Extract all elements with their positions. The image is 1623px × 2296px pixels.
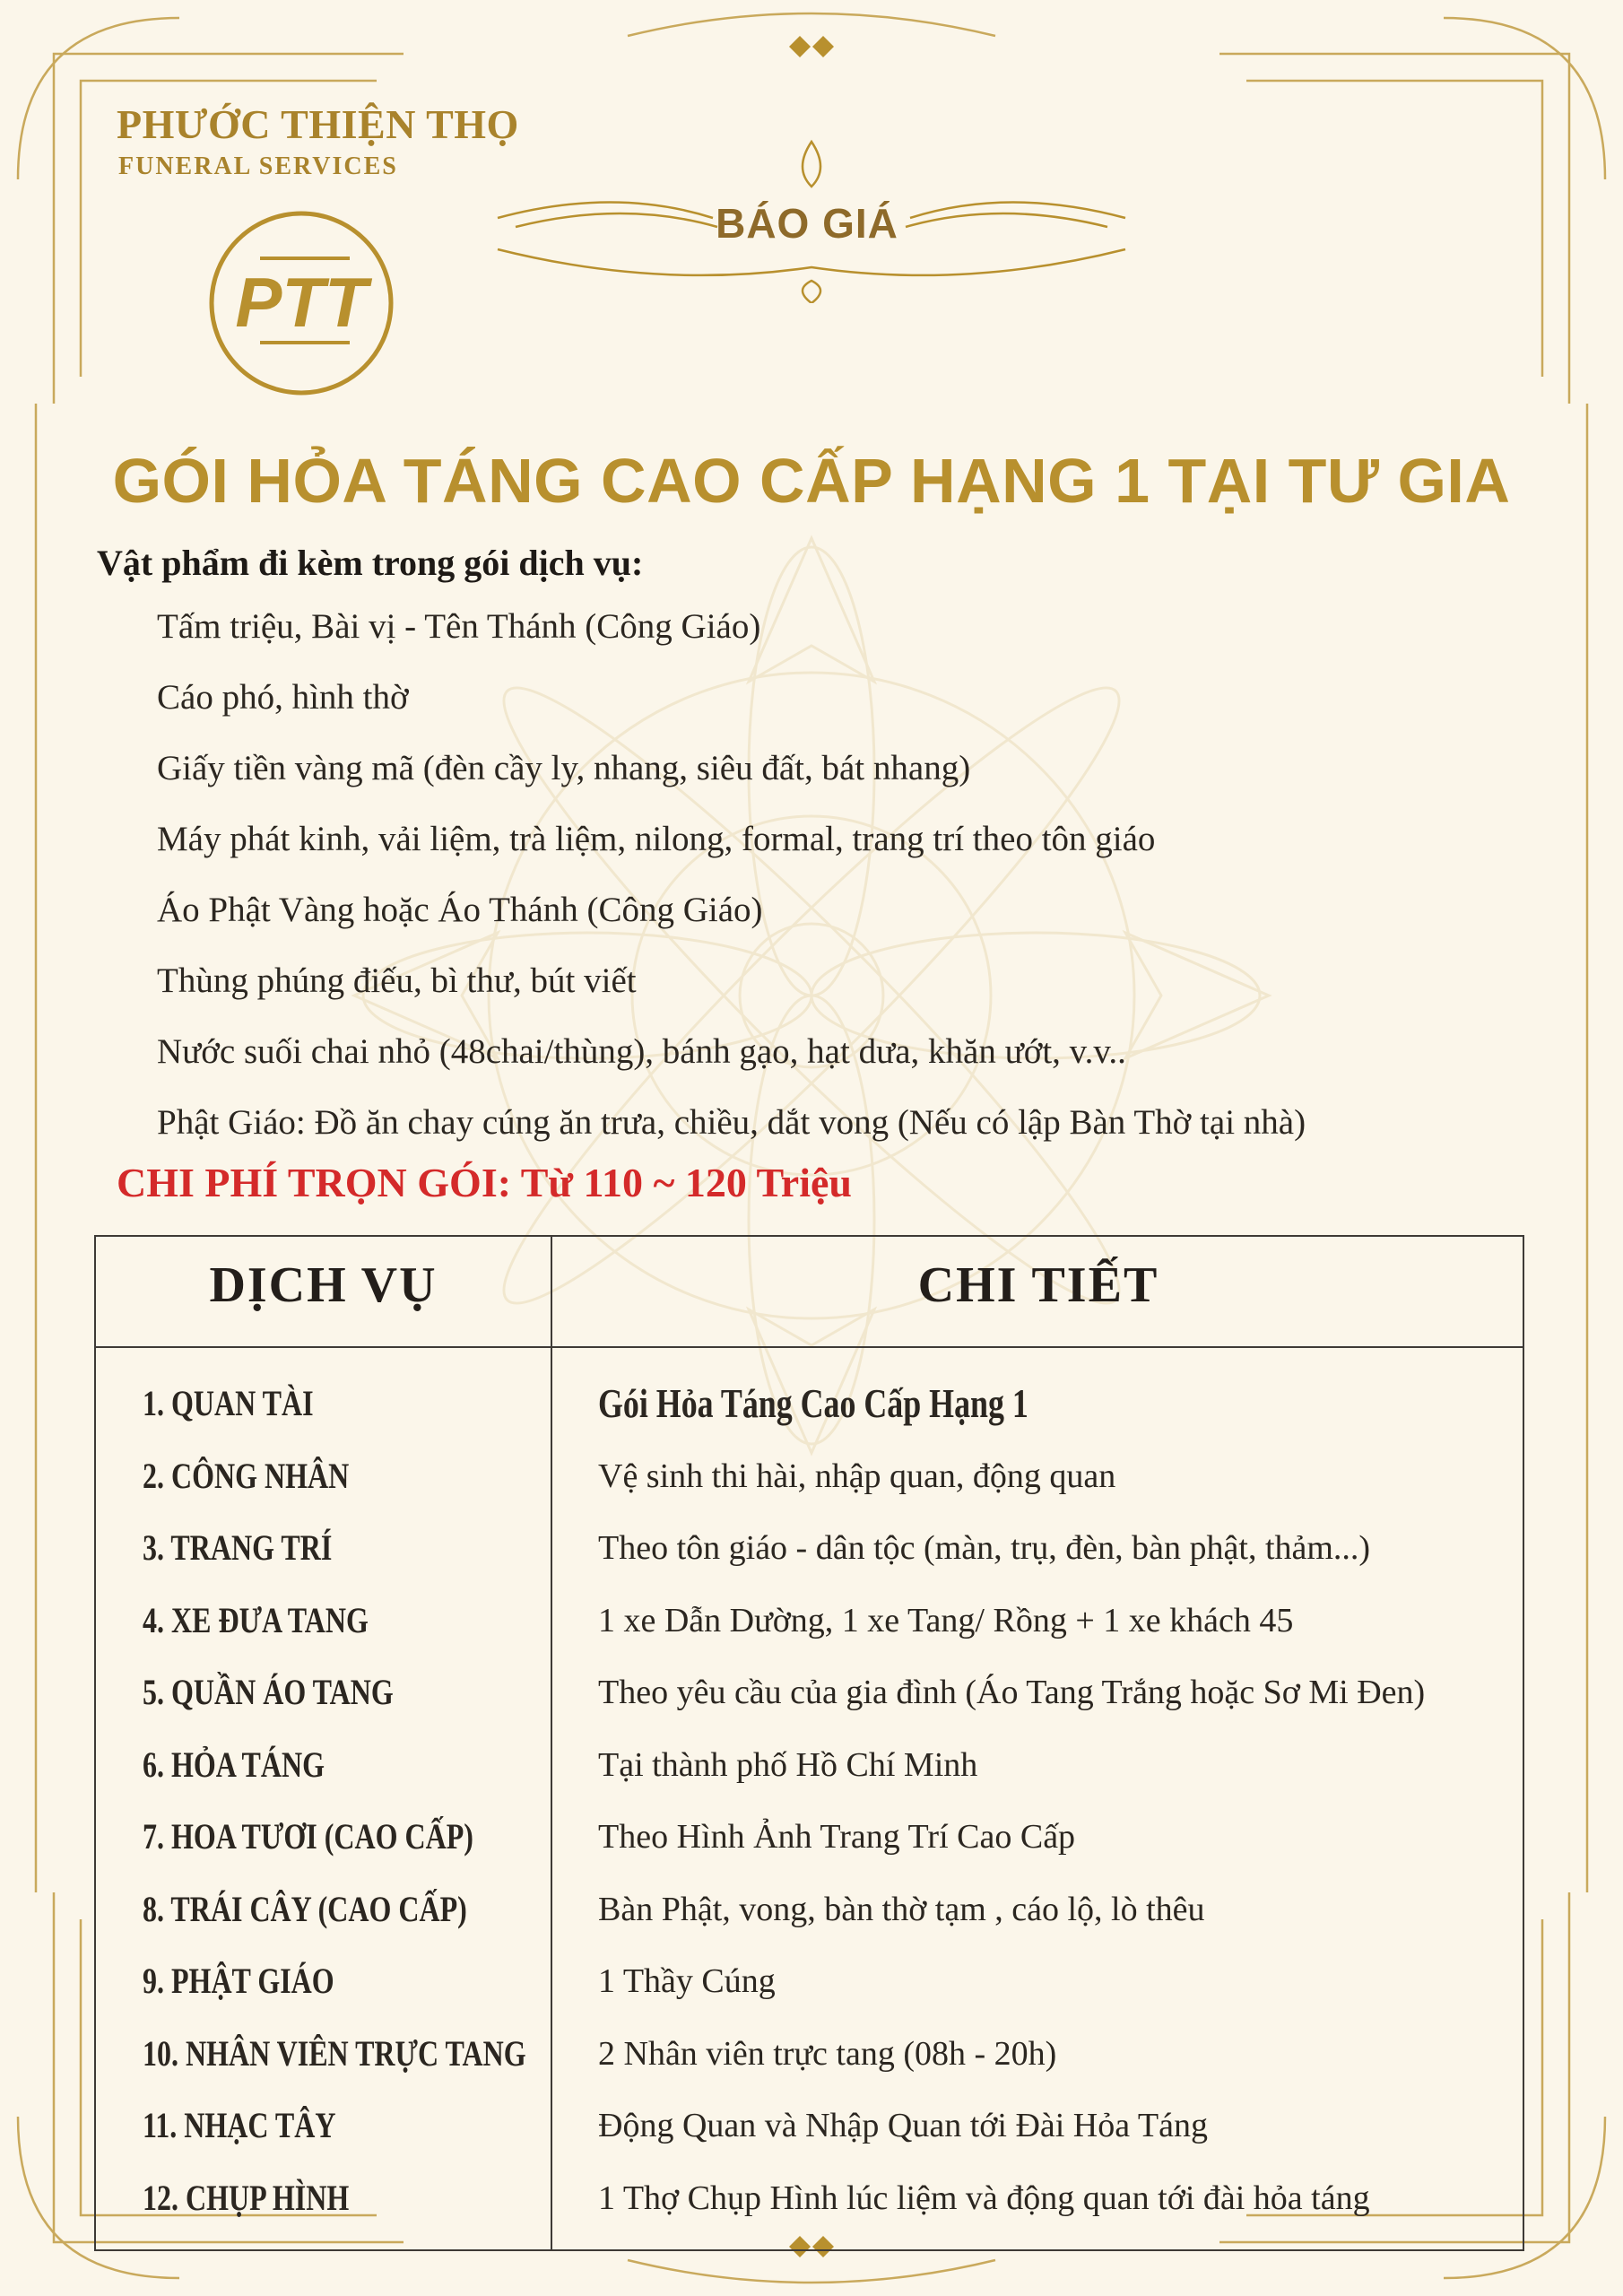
detail-cell: Tại thành phố Hồ Chí Minh: [598, 1745, 978, 1784]
table-row: [96, 2018, 1523, 2091]
service-cell: 3. TRANG TRÍ: [143, 1527, 333, 1568]
detail-cell: 1 Thầy Cúng: [598, 1962, 776, 2000]
detail-cell: Theo yêu cầu của gia đình (Áo Tang Trắng hoặc Sơ Mi Đen): [598, 1674, 1426, 1711]
detail-cell: 2 Nhân viên trực tang (08h - 20h): [598, 2034, 1057, 2073]
service-cell: 6. HỎA TÁNG: [143, 1744, 325, 1785]
document-heading: BÁO GIÁ: [716, 200, 898, 247]
service-cell: 5. QUẦN ÁO TANG: [143, 1672, 394, 1712]
table-row: [96, 1368, 1523, 1440]
detail-cell: Theo Hình Ảnh Trang Trí Cao Cấp: [598, 1818, 1076, 1856]
included-item: Cáo phó, hình thờ: [157, 678, 409, 717]
table-row: [96, 1874, 1523, 1946]
service-cell: 2. CÔNG NHÂN: [143, 1455, 350, 1496]
included-items-heading: Vật phẩm đi kèm trong gói dịch vụ:: [97, 543, 644, 583]
table-row: [96, 1801, 1523, 1874]
brand-name: PHƯỚC THIỆN THỌ: [117, 101, 519, 147]
included-items-list: [157, 594, 1306, 1161]
table-row: [96, 1729, 1523, 1802]
included-item: Giấy tiền vàng mã (đèn cầy ly, nhang, siêu đất, bát nhang): [157, 749, 971, 787]
included-item: Thùng phúng điếu, bì thư, bút viết: [157, 961, 637, 1000]
service-cell: 11. NHẠC TÂY: [143, 2105, 336, 2145]
service-cell: 7. HOA TƯƠI (CAO CẤP): [143, 1816, 473, 1857]
table-row: [96, 1440, 1523, 1513]
service-cell: 8. TRÁI CÂY (CAO CẤP): [143, 1888, 467, 1929]
table-header-detail: CHI TIẾT: [917, 1257, 1159, 1313]
detail-cell: Vệ sinh thi hài, nhập quan, động quan: [598, 1457, 1116, 1495]
table-row: [96, 2162, 1523, 2235]
service-cell: 4. XE ĐƯA TANG: [143, 1599, 369, 1640]
total-price: CHI PHÍ TRỌN GÓI: Từ 110 ~ 120 Triệu: [117, 1160, 853, 1205]
company-logo: [206, 208, 396, 398]
table-body: [96, 1368, 1523, 2234]
detail-cell: 1 xe Dẫn Dường, 1 xe Tang/ Rồng + 1 xe khách 45: [598, 1601, 1294, 1639]
detail-cell: Bàn Phật, vong, bàn thờ tạm , cáo lộ, lò thêu: [598, 1890, 1205, 1928]
package-title: GÓI HỎA TÁNG CAO CẤP HẠNG 1 TẠI TƯ GIA: [112, 446, 1511, 516]
included-item: Phật Giáo: Đồ ăn chay cúng ăn trưa, chiều, dắt vong (Nếu có lập Bàn Thờ tại nhà): [157, 1103, 1306, 1142]
included-item: Máy phát kinh, vải liệm, trà liệm, nilong, formal, trang trí theo tôn giáo: [157, 820, 1156, 858]
table-row: [96, 1585, 1523, 1657]
detail-cell: Theo tôn giáo - dân tộc (màn, trụ, đèn, bàn phật, thảm...): [598, 1529, 1371, 1567]
table-row: [96, 1512, 1523, 1585]
service-table: [94, 1235, 1524, 2251]
service-cell: 12. CHỤP HÌNH: [143, 2177, 350, 2218]
detail-cell: Động Quan và Nhập Quan tới Đài Hỏa Táng: [598, 2107, 1209, 2144]
table-row: [96, 2090, 1523, 2162]
included-item: Nước suối chai nhỏ (48chai/thùng), bánh gạo, hạt dưa, khăn ướt, v.v..: [157, 1032, 1126, 1071]
brand-subtitle: FUNERAL SERVICES: [118, 152, 398, 180]
table-header-service: DỊCH VỤ: [209, 1257, 438, 1313]
table-row: [96, 1657, 1523, 1729]
logo-monogram: PTT: [235, 263, 368, 342]
service-cell: 10. NHÂN VIÊN TRỰC TANG: [143, 2032, 526, 2074]
table-header-divider: [96, 1346, 1523, 1348]
included-item: Tấm triệu, Bài vị - Tên Thánh (Công Giáo): [157, 607, 761, 646]
table-row: [96, 1945, 1523, 2018]
service-cell: 1. QUAN TÀI: [143, 1383, 314, 1423]
detail-cell: Gói Hỏa Táng Cao Cấp Hạng 1: [598, 1380, 1028, 1426]
detail-cell: 1 Thợ Chụp Hình lúc liệm và động quan tới đài hỏa táng: [598, 2179, 1370, 2217]
included-item: Áo Phật Vàng hoặc Áo Thánh (Công Giáo): [157, 891, 763, 929]
service-cell: 9. PHẬT GIÁO: [143, 1961, 334, 2001]
